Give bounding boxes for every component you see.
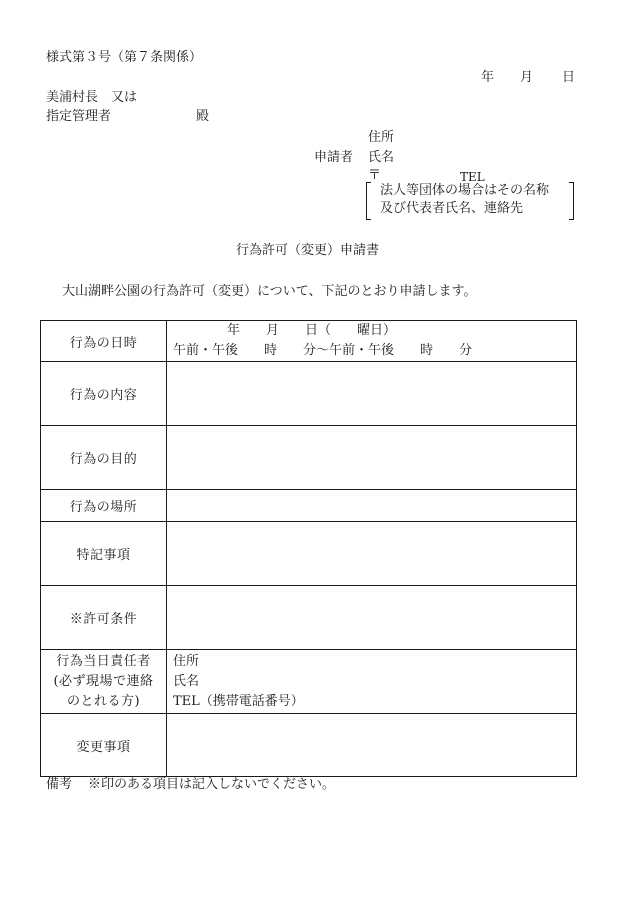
address-label: 住所 [368,130,395,145]
label-content: 行為の内容 [41,362,167,426]
label-responsible-person [41,650,167,714]
value-location[interactable] [167,490,577,522]
label-permit-conditions: ※許可条件 [41,586,167,650]
value-permit-conditions [167,586,577,650]
label-purpose: 行為の目的 [41,426,167,490]
document-title: 行為許可（変更）申請書 [236,243,380,258]
remarks-text: ※印のある項目は記入しないでください。 [88,777,336,792]
application-table [40,320,577,777]
row-permit-conditions [41,586,577,650]
responsible-address-label: 住所 [173,653,200,669]
addressee-line2: 指定管理者 [46,109,112,124]
row-datetime [41,321,577,362]
value-special-notes[interactable] [167,522,577,586]
value-changes[interactable] [167,714,577,777]
org-note-line2: 及び代表者氏名、連絡先 [380,201,524,216]
row-special-notes [41,522,577,586]
org-note-line1: 法人等団体の場合はその名称 [380,183,550,198]
value-datetime[interactable] [167,321,577,362]
datetime-date-line: 年 月 日（ 曜日） [227,323,397,338]
label-changes: 変更事項 [41,714,167,777]
addressee-line1: 美浦村長 又は [46,90,138,105]
row-location [41,490,577,522]
remarks-label: 備考 [46,777,73,792]
date-year: 年 [481,70,495,85]
tel-label: TEL [460,170,485,184]
responsible-label-line3: のとれる方) [66,693,141,709]
label-special-notes: 特記事項 [41,522,167,586]
label-datetime: 行為の日時 [41,321,167,362]
left-bracket [366,182,371,220]
value-responsible-person[interactable] [167,650,577,714]
datetime-time-line: 午前・午後 時 分～午前・午後 時 分 [173,343,473,358]
date-day: 日 [562,70,576,85]
date-month: 月 [520,70,534,85]
organization-note [366,182,574,218]
row-content [41,362,577,426]
value-purpose[interactable] [167,426,577,490]
row-purpose [41,426,577,490]
form-number: 様式第３号（第７条関係） [46,50,203,65]
label-location: 行為の場所 [41,490,167,522]
responsible-label-line1: 行為当日責任者 [56,653,151,669]
responsible-label-line2: (必ず現場で連絡 [53,673,154,689]
applicant-label: 申請者 [314,150,354,165]
name-label: 氏名 [368,150,395,165]
responsible-name-label: 氏名 [173,673,200,689]
row-responsible-person [41,650,577,714]
honorific: 殿 [196,109,210,124]
responsible-tel-label: TEL（携帯電話番号） [173,693,304,709]
value-content[interactable] [167,362,577,426]
intro-text: 大山湖畔公園の行為許可（変更）について、下記のとおり申請します。 [62,284,477,299]
row-changes [41,714,577,777]
right-bracket [569,182,574,220]
postal-mark: 〒 [368,168,382,183]
